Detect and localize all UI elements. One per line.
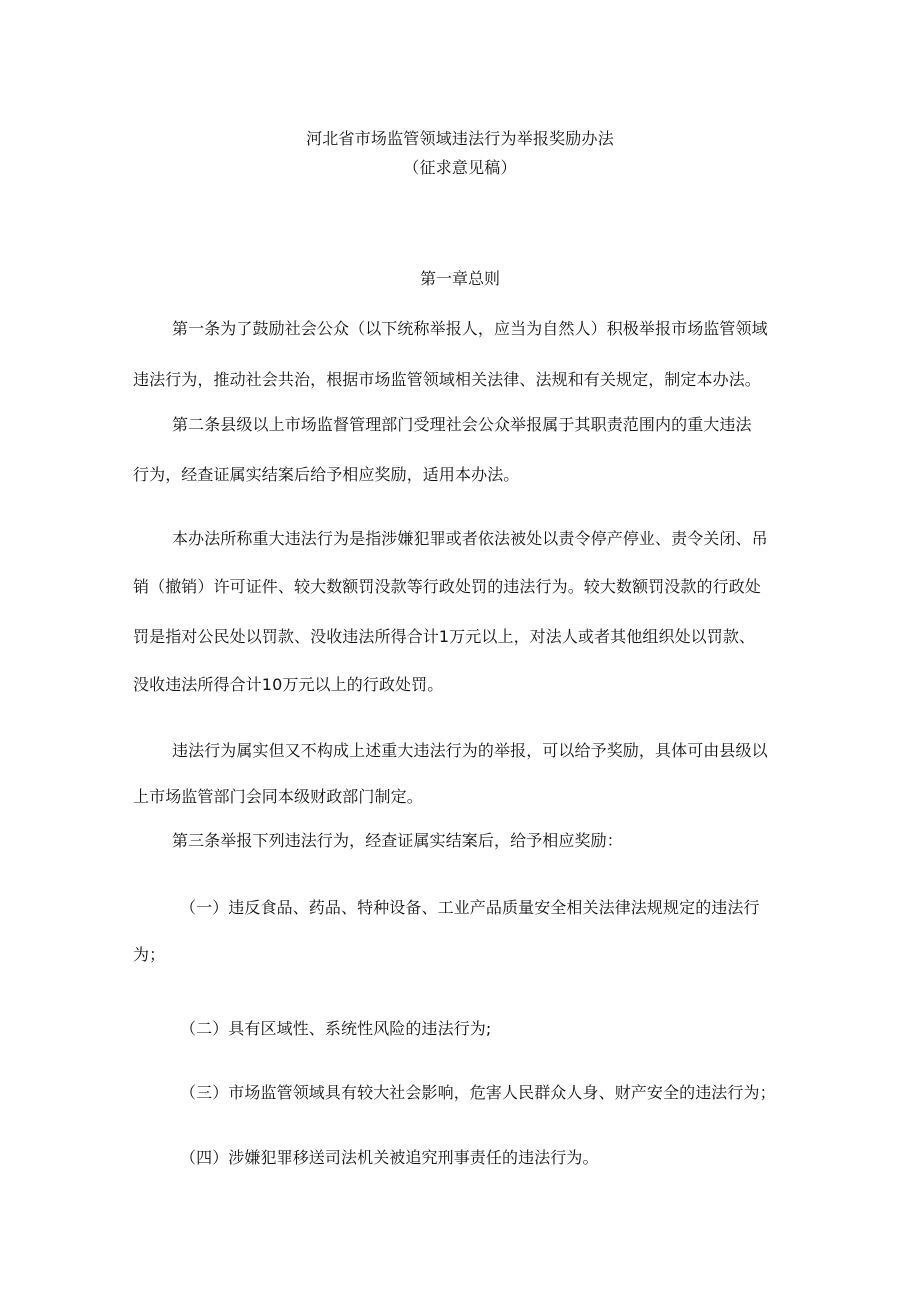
article-1-line-1: 第一条为了鼓励社会公众（以下统称举报人，应当为自然人）积极举报市场监管领域 bbox=[172, 319, 768, 338]
paragraph-3-line-1: 本办法所称重大违法行为是指涉嫌犯罪或者依法被处以责令停产停业、责令关闭、吊 bbox=[172, 529, 768, 548]
document-subtitle: （征求意见稿） bbox=[403, 158, 517, 177]
paragraph-4-line-1: 违法行为属实但又不构成上述重大违法行为的举报，可以给予奖励，具体可由县级以 bbox=[172, 741, 768, 760]
item-3-line-1: （三）市场监管领域具有较大社会影响，危害人民群众人身、财产安全的违法行为； bbox=[180, 1083, 776, 1102]
article-1-line-2: 违法行为，推动社会共治，根据市场监管领域相关法律、法规和有关规定，制定本办法。 bbox=[133, 370, 761, 389]
article-2-line-1: 第二条县级以上市场监督管理部门受理社会公众举报属于其职责范围内的重大违法 bbox=[172, 415, 752, 434]
article-2-line-2: 行为，经查证属实结案后给予相应奖励，适用本办法。 bbox=[133, 465, 520, 484]
document-title: 河北省市场监管领域违法行为举报奖励办法 bbox=[306, 129, 614, 148]
paragraph-3-line-3: 罚是指对公民处以罚款、没收违法所得合计1万元以上，对法人或者其他组织处以罚款、 bbox=[133, 627, 756, 646]
paragraph-3-line-4: 没收违法所得合计10万元以上的行政处罚。 bbox=[133, 675, 444, 694]
item-1-line-2: 为； bbox=[133, 945, 166, 964]
paragraph-4-line-2: 上市场监管部门会同本级财政部门制定。 bbox=[133, 787, 423, 806]
chapter-heading: 第一章总则 bbox=[419, 269, 500, 288]
item-4-line-1: （四）涉嫌犯罪移送司法机关被追究刑事责任的违法行为。 bbox=[180, 1148, 599, 1167]
item-2-line-1: （二）具有区域性、系统性风险的违法行为; bbox=[180, 1019, 492, 1038]
paragraph-3-line-2: 销（撤销）许可证件、较大数额罚没款等行政处罚的违法行为。较大数额罚没款的行政处 bbox=[133, 577, 761, 596]
article-3-line-1: 第三条举报下列违法行为，经查证属实结案后，给予相应奖励： bbox=[172, 831, 623, 850]
item-1-line-1: （一）违反食品、药品、特种设备、工业产品质量安全相关法律法规规定的违法行 bbox=[180, 898, 760, 917]
